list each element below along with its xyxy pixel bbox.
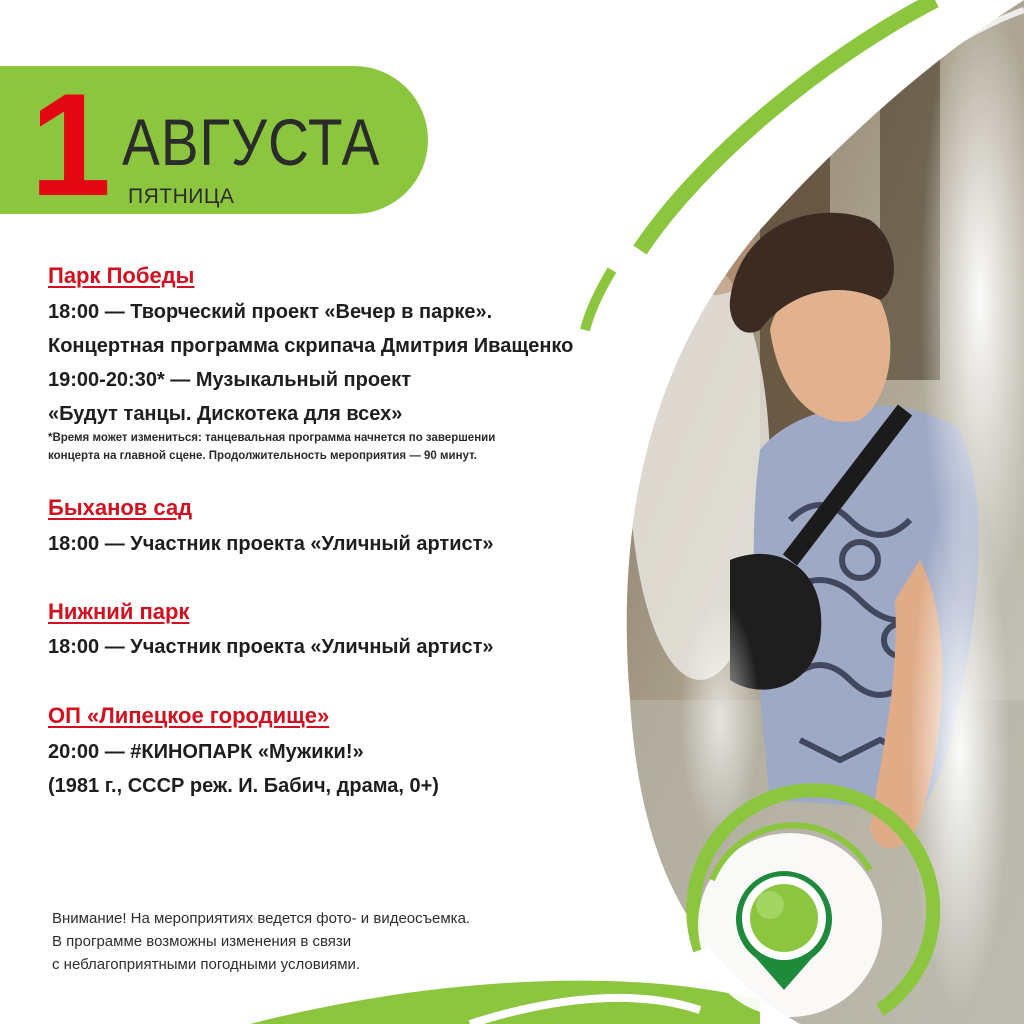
event-line: «Будут танцы. Дискотека для всех» [48,403,403,425]
event-footnote: *Время может измениться: танцевальная программа начнется по завершении [48,432,496,444]
event-footnote: концерта на главной сцене. Продолжительность мероприятия — 90 минут. [48,450,477,462]
disclaimer-line: с неблагоприятными погодными условиями. [52,956,361,973]
event-line: 18:00 — Творческий проект «Вечер в парке». [48,301,493,323]
event-line: Концертная программа скрипача Дмитрия Иващенко [48,335,574,357]
event-line: 19:00-20:30* — Музыкальный проект [48,369,411,391]
event-line: 20:00 — #КИНОПАРК «Мужики!» [48,741,364,763]
event-line: 18:00 — Участник проекта «Уличный артист» [48,533,494,555]
disclaimer-line: В программе возможны изменения в связи [52,933,352,950]
venue-nizhniy-park: Нижний парк [48,599,190,624]
event-line: 18:00 — Участник проекта «Уличный артист» [48,636,494,658]
event-line: (1981 г., СССР реж. И. Бабич, драма, 0+) [48,775,439,797]
date-month: АВГУСТА [122,105,381,179]
venue-bykhanov-sad: Быханов сад [48,495,193,520]
venue-park-pobedy: Парк Победы [48,263,195,288]
date-day: 1 [30,63,108,226]
disclaimer-line: Внимание! На мероприятиях ведется фото- и видеосъемка. [52,910,471,927]
date-weekday: ПЯТНИЦА [128,185,235,208]
venue-lipetskoe-gorodishche: ОП «Липецкое городище» [48,703,330,728]
